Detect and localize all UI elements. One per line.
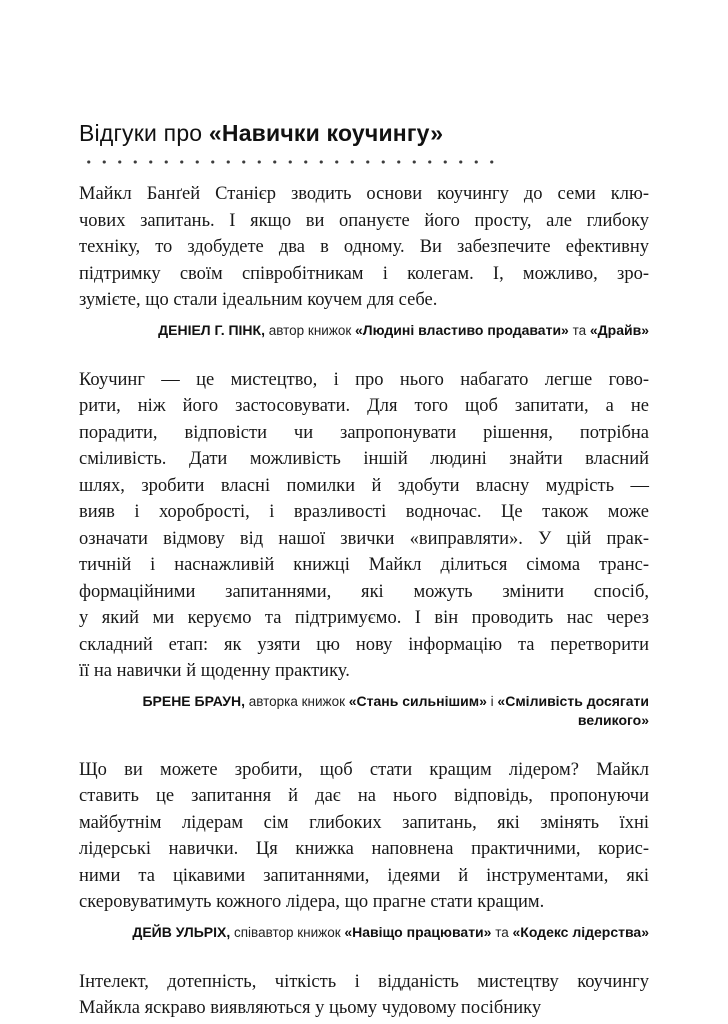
page-title-regular: Відгуки про [79, 120, 209, 146]
reviewer-name: ДЕЙВ УЛЬРІХ, [132, 923, 231, 940]
review-text [79, 367, 649, 685]
text-line: її на навички й щоденну практику. [79, 661, 350, 681]
text-line: означати відмову від нашої звички «виправляти». У цій прак- [79, 528, 649, 549]
book-title: «Сміливість досягати великого» [497, 692, 649, 728]
dotted-separator [79, 159, 501, 165]
text-line: складний етап: як узяти цю нову інформацію та перетворити [79, 634, 649, 655]
page-title-bold: «Навички коучингу» [208, 120, 444, 146]
reviewer-role: автор книжок [264, 322, 356, 338]
conjunction: і [486, 693, 498, 709]
text-line: у який ми керуємо та підтримуємо. І він проводить нас через [79, 608, 649, 628]
review-block-2 [79, 367, 649, 730]
book-title: «Драйв» [589, 321, 649, 338]
text-line: техніку, то здобудете два в одному. Ви забезпечите ефективну [79, 237, 649, 257]
reviewer-name: БРЕНЕ БРАУН, [142, 692, 245, 709]
text-line: лідерські навички. Ця книжка наповнена практичними, корис- [79, 839, 649, 859]
book-title: «Навіщо працювати» [344, 923, 492, 940]
text-line: ними та цікавими запитаннями, ідеями й інструментами, які [79, 865, 649, 886]
text-line: Що ви можете зробити, щоб стати кращим лідером? Майкл [79, 759, 649, 780]
text-line: підтримку своїм співробітникам і колегам. І, можливо, зро- [79, 263, 649, 284]
text-line: шлях, зробити власні помилки й здобути власну мудрість — [79, 475, 649, 496]
page-title [79, 120, 649, 147]
text-line: Інтелект, дотепність, чіткість і відданість мистецтву коучингу [79, 971, 649, 992]
text-line: Коучинг — це мистецтво, і про нього набагато легше гово- [79, 369, 649, 390]
review-attribution [79, 692, 649, 730]
text-line: формаційними запитаннями, які можуть змінити спосіб, [79, 581, 649, 602]
conjunction: та [491, 924, 513, 940]
text-line: скеровуватимуть кожного лідера, що прагне стати кращим. [79, 892, 545, 912]
reviewer-name: ДЕНІЕЛ Г. ПІНК, [158, 321, 265, 338]
review-attribution [79, 923, 649, 942]
text-line: порадити, відповісти чи запропонувати рішення, потрібна [79, 422, 649, 443]
text-line: ставить це запитання й дає на нього відповідь, пропонуючи [79, 786, 649, 806]
partial-review-block [79, 969, 649, 1022]
text-line: майбутнім лідерам сім глибоких запитань, які змінять їхні [79, 812, 649, 833]
conjunction: та [568, 322, 590, 338]
book-title: «Кодекс лідерства» [512, 923, 649, 940]
text-line: вияв і хоробрості, і вразливості водночас. Це також може [79, 502, 649, 522]
book-title: «Людині властиво продавати» [355, 321, 569, 338]
text-line: зумієте, що стали ідеальним коучем для себе. [79, 290, 438, 310]
text-line: Майкл Банґей Станієр зводить основи коучингу до семи клю- [79, 184, 649, 204]
review-text [79, 969, 649, 1022]
text-line: чових запитань. І якщо ви опануєте його просту, але глибоку [79, 210, 649, 231]
text-line: Майкла яскраво виявляються у цьому чудовому посібнику [79, 998, 542, 1018]
text-line: сміливість. Дати можливість іншій людині знайти власний [79, 449, 649, 469]
reviewer-role: авторка книжок [245, 693, 349, 709]
review-block-1 [79, 181, 649, 340]
text-line: тичній і наснажливій книжці Майкл ділиться сімома транс- [79, 555, 649, 575]
text-line: рити, ніж його застосовувати. Для того щоб запитати, а не [79, 396, 649, 416]
review-text [79, 757, 649, 916]
book-title: «Стань сильнішим» [348, 692, 487, 709]
reviewer-role: співавтор книжок [230, 924, 345, 940]
review-block-3 [79, 757, 649, 942]
review-attribution [79, 321, 649, 340]
review-text [79, 181, 649, 314]
